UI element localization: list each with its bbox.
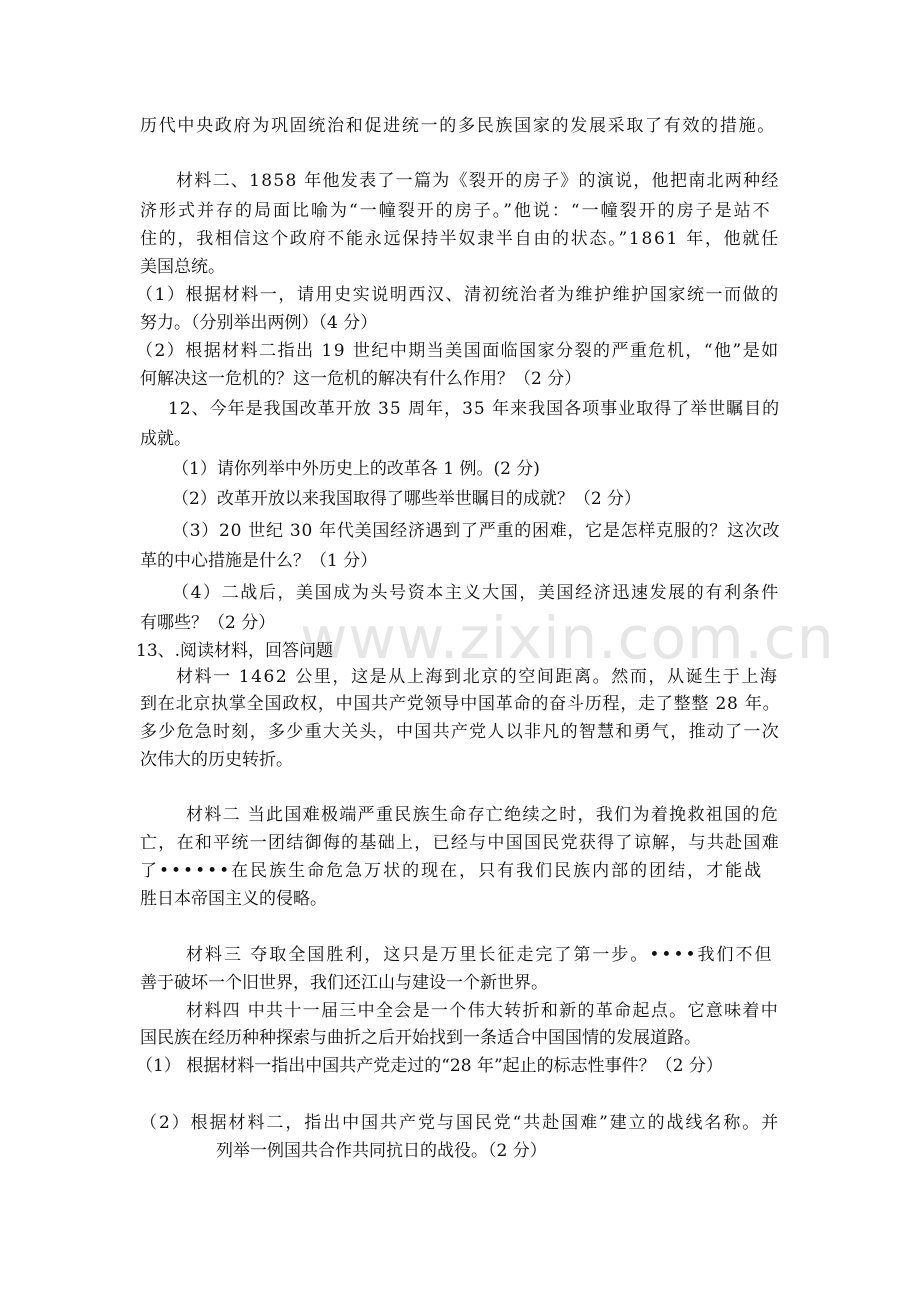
text-line: 住的，我相信这个政府不能永远保持半奴隶半自由的状态。”1861 年，他就任	[140, 229, 780, 249]
text-line: 历代中央政府为巩固统治和促进统一的多民族国家的发展采取了有效的措施。	[140, 116, 776, 136]
text-line: 济形式并存的局面比喻为“一幢裂开的房子。”他说：“一幢裂开的房子是站不	[140, 201, 772, 221]
text-line: 亡，在和平统一团结御侮的基础上，已经与中国国民党获得了谅解，与共赴国难	[140, 833, 780, 853]
text-line: （3）20 世纪 30 年代美国经济遇到了严重的困难，它是怎样克服的？这次改	[172, 521, 781, 541]
text-line: 列举一例国共合作共同抗日的战役。（2 分）	[216, 1141, 547, 1161]
text-line: 材料三 夺取全国胜利，这只是万里长征走完了第一步。••••我们不但	[186, 945, 774, 965]
text-line: 到在北京执掌全国政权，中国共产党领导中国革命的奋斗历程，走了整整 28 年。	[140, 694, 781, 714]
watermark: www.zixin.com.cn	[300, 604, 835, 672]
text-line: 善于破坏一个旧世界，我们还江山与建设一个新世界。	[140, 973, 548, 993]
text-line: 材料二 当此国难极端严重民族生命存亡绝续之时，我们为着挽救祖国的危	[186, 805, 780, 825]
text-line: 多少危急时刻，多少重大关头，中国共产党人以非凡的智慧和勇气，推动了一次	[140, 722, 780, 742]
text-line: 革的中心措施是什么？（1 分）	[140, 551, 378, 571]
text-line: （1）根据材料一，请用史实说明西汉、清初统治者为维护维护国家统一而做的	[136, 285, 780, 305]
text-line: （4）二战后，美国成为头号资本主义大国，美国经济迅速发展的有利条件	[172, 583, 780, 603]
text-line: （1）请你列举中外历史上的改革各 1 例。(2 分)	[172, 459, 540, 479]
text-line: 胜日本帝国主义的侵略。	[140, 889, 327, 909]
text-line: 国民族在经历种种探索与曲折之后开始找到一条适合中国国情的发展道路。	[140, 1028, 701, 1048]
text-line: 13、.阅读材料，回答问题	[136, 641, 334, 661]
text-line: 何解决这一危机的？这一危机的解决有什么作用？（2 分）	[140, 369, 582, 389]
text-line: 材料四 中共十一届三中全会是一个伟大转折和新的革命起点。它意味着中	[186, 1001, 780, 1021]
text-line: 次伟大的历史转折。	[140, 750, 293, 770]
text-line: 成就。	[140, 429, 191, 449]
text-line: 材料一 1462 公里，这是从上海到北京的空间距离。然而，从诞生于上海	[176, 667, 779, 687]
text-line: 有哪些？（2 分）	[140, 613, 276, 633]
text-line: （2）根据材料二指出 19 世纪中期当美国面临国家分裂的严重危机，“他”是如	[136, 341, 780, 361]
text-line: 美国总统。	[140, 257, 225, 277]
text-line: 努力。（分别举出两例）（4 分）	[140, 313, 378, 333]
text-line: 了••••••在民族生命危急万状的现在，只有我们民族内部的团结，才能战	[140, 861, 764, 881]
text-line: （2）改革开放以来我国取得了哪些举世瞩目的成就？（2 分）	[172, 489, 642, 509]
text-line: （2）根据材料二，指出中国共产党与国民党“共赴国难”建立的战线名称。并	[140, 1113, 781, 1133]
text-line: （1） 根据材料一指出中国共产党走过的“28 年”起止的标志性事件？（2 分）	[136, 1056, 723, 1076]
text-line: 12、今年是我国改革开放 35 周年，35 年来我国各项事业取得了举世瞩目的	[168, 399, 781, 419]
text-line: 材料二、1858 年他发表了一篇为《裂开的房子》的演说，他把南北两种经	[176, 171, 780, 191]
